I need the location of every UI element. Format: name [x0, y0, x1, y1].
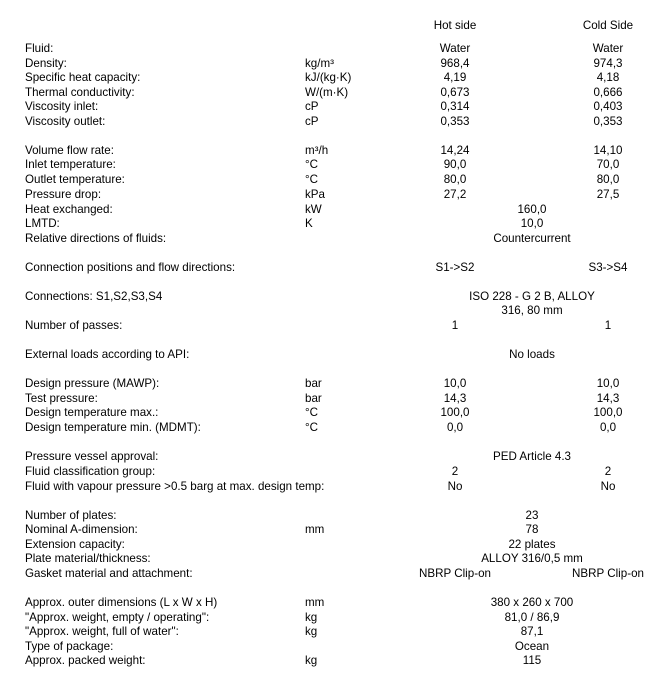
hot-side-value: 90,0 [443, 158, 467, 171]
spec-label: Connections: S1,S2,S3,S4 [25, 290, 163, 303]
cold-side-value: 974,3 [593, 57, 623, 70]
spec-label: Specific heat capacity: [25, 71, 141, 84]
shared-value: ALLOY 316/0,5 mm [481, 552, 583, 565]
spec-unit: kg/m³ [305, 57, 334, 70]
hot-side-value: 14,24 [440, 144, 470, 157]
hot-side-value: 0,314 [440, 100, 470, 113]
cold-side-value: 100,0 [593, 406, 623, 419]
cold-side-value: 70,0 [596, 158, 620, 171]
spec-row [0, 172, 672, 187]
spec-unit: kg [305, 611, 318, 624]
hot-side-value: 80,0 [443, 173, 467, 186]
cold-side-value: 80,0 [596, 173, 620, 186]
spec-unit: kJ/(kg·K) [305, 71, 352, 84]
spec-row [0, 391, 672, 406]
spec-label: Connection positions and flow directions: [25, 261, 236, 274]
spec-label: Volume flow rate: [25, 144, 114, 157]
shared-value: 87,1 [520, 625, 544, 638]
hot-side-value: Water [439, 42, 471, 55]
spec-unit: °C [305, 158, 319, 171]
hot-side-value: 27,2 [443, 188, 467, 201]
spec-unit: bar [305, 377, 322, 390]
spec-label: Thermal conductivity: [25, 86, 135, 99]
cold-side-value: 0,353 [593, 115, 623, 128]
spec-unit: bar [305, 392, 322, 405]
spec-label: Viscosity outlet: [25, 115, 106, 128]
spec-row [0, 537, 672, 552]
hot-side-value: 4,19 [443, 71, 467, 84]
shared-value: 160,0 [517, 203, 547, 216]
spec-label: LMTD: [25, 217, 60, 230]
cold-side-header: Cold Side [582, 19, 634, 32]
spec-row [0, 99, 672, 114]
spec-label: Test pressure: [25, 392, 98, 405]
spec-unit: kg [305, 625, 318, 638]
spec-label: Plate material/thickness: [25, 552, 151, 565]
spec-row [0, 449, 672, 464]
hot-side-value: No [447, 480, 463, 493]
shared-value: No loads [509, 348, 555, 361]
spec-row [0, 420, 672, 435]
cold-side-value: NBRP Clip-on [572, 567, 644, 580]
spec-row [0, 624, 672, 639]
spec-row [0, 231, 672, 246]
spec-row [0, 70, 672, 85]
shared-value: 78 [525, 523, 539, 536]
spec-label: Inlet temperature: [25, 158, 116, 171]
spec-label: Design temperature max.: [25, 406, 159, 419]
cold-side-value: 14,3 [596, 392, 620, 405]
spec-row [0, 595, 672, 610]
spec-label: Extension capacity: [25, 538, 125, 551]
cold-side-value: 10,0 [596, 377, 620, 390]
shared-value: PED Article 4.3 [493, 450, 571, 463]
spec-row [0, 187, 672, 202]
header-row [0, 18, 672, 33]
spec-label: Viscosity inlet: [25, 100, 99, 113]
spec-unit: kW [305, 203, 322, 216]
spec-row [0, 318, 672, 333]
cold-side-value: 1 [604, 319, 612, 332]
spec-row [0, 405, 672, 420]
hot-side-value: 0,673 [440, 86, 470, 99]
cold-side-value: S3->S4 [588, 261, 628, 274]
spec-label: "Approx. weight, empty / operating": [25, 611, 210, 624]
shared-value: Ocean [514, 640, 550, 653]
spec-label: "Approx. weight, full of water": [25, 625, 179, 638]
shared-value: 81,0 / 86,9 [504, 611, 560, 624]
spec-label: Nominal A-dimension: [25, 523, 138, 536]
spec-unit: cP [305, 115, 319, 128]
spec-row [0, 216, 672, 231]
spec-unit: kPa [305, 188, 325, 201]
shared-value: 23 [525, 509, 539, 522]
spec-label: Fluid with vapour pressure >0.5 barg at max. design temp: [25, 480, 325, 493]
spec-row [0, 347, 672, 362]
spec-row [0, 376, 672, 391]
hot-side-value: 14,3 [443, 392, 467, 405]
spec-unit: °C [305, 173, 319, 186]
spec-row [0, 610, 672, 625]
spec-row [0, 157, 672, 172]
spec-row [0, 639, 672, 654]
spec-row [0, 551, 672, 566]
cold-side-value: 4,18 [596, 71, 620, 84]
spec-label: Number of plates: [25, 509, 117, 522]
spec-label: Heat exchanged: [25, 203, 113, 216]
spec-unit: mm [305, 523, 325, 536]
spec-row [0, 653, 672, 668]
spec-row [0, 202, 672, 217]
cold-side-value: 2 [604, 465, 612, 478]
spec-row [0, 522, 672, 537]
cold-side-value: 27,5 [596, 188, 620, 201]
hot-side-value: 100,0 [440, 406, 470, 419]
cold-side-value: 0,0 [599, 421, 617, 434]
spec-label: Number of passes: [25, 319, 123, 332]
spec-unit: °C [305, 406, 319, 419]
spec-row [0, 508, 672, 523]
spec-label: Approx. outer dimensions (L x W x H) [25, 596, 218, 609]
hot-side-value: 968,4 [440, 57, 470, 70]
spec-row [0, 41, 672, 56]
shared-value: 380 x 260 x 700 [490, 596, 574, 609]
hot-side-value: 0,353 [440, 115, 470, 128]
hot-side-value: 2 [451, 465, 459, 478]
spec-label: Design temperature min. (MDMT): [25, 421, 201, 434]
hot-side-value: 1 [451, 319, 459, 332]
spec-row [0, 143, 672, 158]
spec-label: Approx. packed weight: [25, 654, 146, 667]
shared-value: ISO 228 - G 2 B, ALLOY [469, 290, 595, 303]
spec-row [0, 479, 672, 494]
spec-label: External loads according to API: [25, 348, 190, 361]
shared-value: 115 [522, 654, 542, 667]
spec-label: Relative directions of fluids: [25, 232, 167, 245]
spec-row [0, 56, 672, 71]
shared-value: 316, 80 mm [501, 304, 563, 317]
shared-value: Countercurrent [493, 232, 571, 245]
spec-unit: W/(m·K) [305, 86, 349, 99]
spec-unit: cP [305, 100, 319, 113]
spec-row [0, 303, 672, 318]
spec-label: Fluid classification group: [25, 465, 156, 478]
spec-unit: mm [305, 596, 325, 609]
spec-row [0, 85, 672, 100]
spec-unit: kg [305, 654, 318, 667]
spec-unit: K [305, 217, 313, 230]
cold-side-value: 0,403 [593, 100, 623, 113]
spec-label: Density: [25, 57, 67, 70]
spec-row [0, 464, 672, 479]
spec-label: Pressure vessel approval: [25, 450, 159, 463]
spec-label: Fluid: [25, 42, 54, 55]
cold-side-value: 0,666 [593, 86, 623, 99]
spec-label: Gasket material and attachment: [25, 567, 193, 580]
shared-value: 10,0 [520, 217, 544, 230]
cold-side-value: No [600, 480, 616, 493]
cold-side-value: 14,10 [593, 144, 623, 157]
hot-side-value: NBRP Clip-on [419, 567, 491, 580]
hot-side-value: 0,0 [446, 421, 464, 434]
spec-row [0, 289, 672, 304]
hot-side-value: 10,0 [443, 377, 467, 390]
cold-side-value: Water [592, 42, 624, 55]
spec-row [0, 114, 672, 129]
spec-label: Outlet temperature: [25, 173, 125, 186]
spec-label: Pressure drop: [25, 188, 102, 201]
shared-value: 22 plates [508, 538, 556, 551]
hot-side-value: S1->S2 [435, 261, 475, 274]
spec-unit: °C [305, 421, 319, 434]
spec-row [0, 566, 672, 581]
spec-label: Type of package: [25, 640, 114, 653]
spec-row [0, 260, 672, 275]
spec-label: Design pressure (MAWP): [25, 377, 160, 390]
spec-unit: m³/h [305, 144, 329, 157]
hot-side-header: Hot side [433, 19, 477, 32]
